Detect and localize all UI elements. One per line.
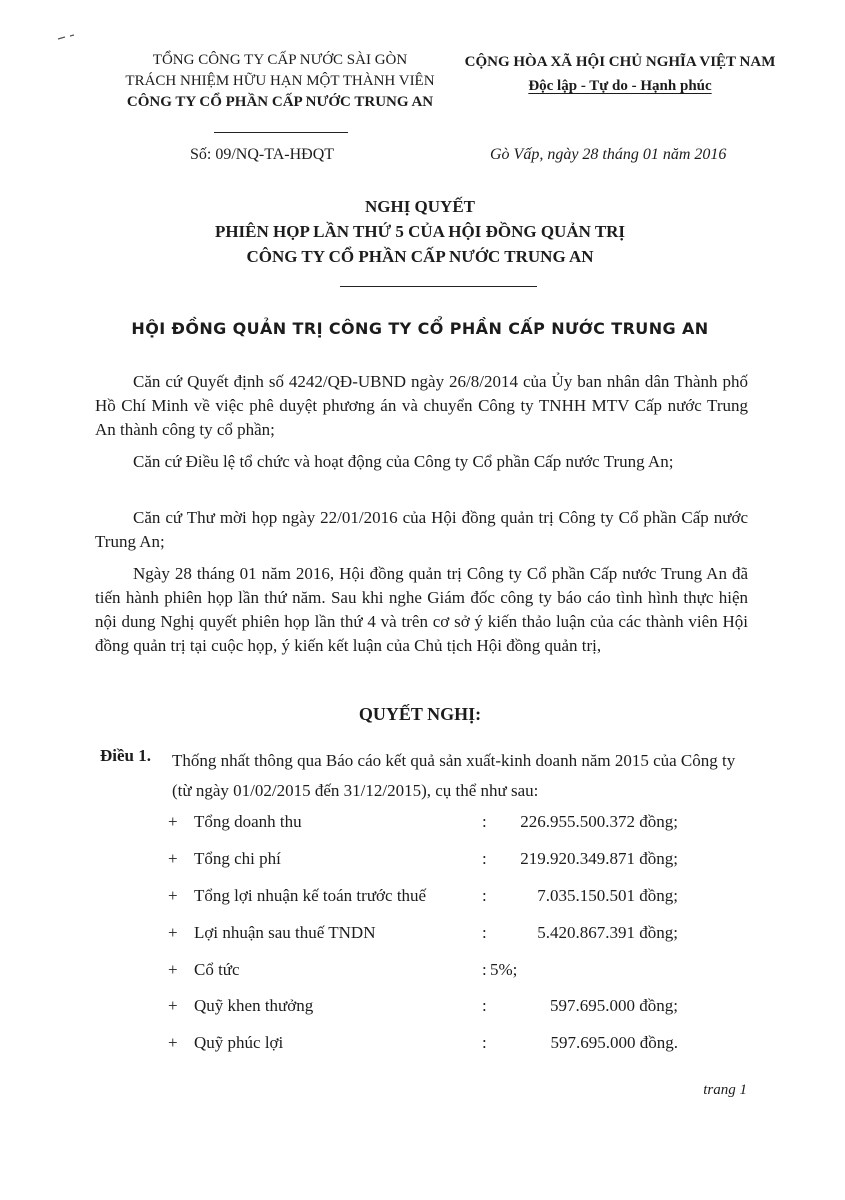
place-and-date: Gò Vấp, ngày 28 tháng 01 năm 2016 (490, 146, 727, 163)
basis-paragraph-1: Căn cứ Quyết định số 4242/QĐ-UBND ngày 26/8/2014 của Ủy ban nhân dân Thành phố Hồ Chí Minh về việc phê duyệt phương án và chuyển Công ty TNHH MTV Cấp nước Trung An thành công ty cổ phần; (95, 372, 748, 439)
item-amount: 5%; (490, 960, 518, 979)
item-colon: : (482, 849, 487, 868)
national-motto-block (450, 50, 790, 98)
item-label: Cổ tức (194, 960, 240, 979)
item-bullet: + (168, 849, 178, 868)
page-number: trang 1 (703, 1082, 747, 1098)
item-colon: : (482, 812, 487, 831)
item-amount: 597.695.000 đồng; (550, 996, 678, 1015)
scan-speck-mark (56, 33, 84, 41)
item-label: Tổng lợi nhuận kế toán trước thuế (194, 886, 427, 905)
item-label: Tổng doanh thu (194, 812, 302, 831)
financial-item-bonus-fund (168, 996, 678, 1022)
item-colon: : (482, 1033, 487, 1052)
company-name: CÔNG TY CỔ PHẦN CẤP NƯỚC TRUNG AN (126, 94, 434, 110)
header-left-divider (214, 132, 348, 133)
title-divider (340, 286, 537, 287)
item-colon: : (482, 960, 487, 979)
item-label: Tổng chi phí (194, 849, 281, 868)
item-label: Lợi nhuận sau thuế TNDN (194, 923, 376, 942)
motto (450, 74, 790, 98)
item-amount: 226.955.500.372 đồng; (520, 812, 678, 831)
title-line-1: NGHỊ QUYẾT (364, 197, 476, 216)
item-bullet: + (168, 1033, 178, 1052)
issuing-organization-block (95, 50, 465, 113)
financial-item-dividend (168, 960, 678, 986)
basis-paragraph-2: Căn cứ Điều lệ tổ chức và hoạt động của Công ty Cổ phần Cấp nước Trung An; (133, 452, 674, 471)
item-amount: 219.920.349.871 đồng; (520, 849, 678, 868)
basis-paragraph-3: Căn cứ Thư mời họp ngày 22/01/2016 của Hội đồng quản trị Công ty Cổ phần Cấp nước Trung An; (95, 508, 748, 551)
financial-item-expenses (168, 849, 678, 875)
corporation-type: TRÁCH NHIỆM HỮU HẠN MỘT THÀNH VIÊN (125, 73, 435, 89)
item-bullet: + (168, 996, 178, 1015)
item-colon: : (482, 996, 487, 1015)
article-1-text: Thống nhất thông qua Báo cáo kết quả sản xuất-kinh doanh năm 2015 của Công ty (từ ngày 01/02/2015 đến 31/12/2015), cụ thể như sau: (172, 751, 736, 800)
item-label: Quỹ khen thưởng (194, 996, 314, 1015)
item-bullet: + (168, 886, 178, 905)
item-colon: : (482, 923, 487, 942)
item-bullet: + (168, 812, 178, 831)
document-number: Số: 09/NQ-TA-HĐQT (190, 146, 335, 163)
title-line-2: PHIÊN HỌP LẦN THỨ 5 CỦA HỘI ĐỒNG QUẢN TRỊ (214, 222, 626, 241)
title-line-3: CÔNG TY CỔ PHẦN CẤP NƯỚC TRUNG AN (246, 247, 594, 266)
item-bullet: + (168, 960, 178, 979)
motto-text: Độc lập - Tự do - Hạnh phúc (528, 78, 712, 94)
financial-item-after-tax-profit (168, 923, 678, 949)
country-name: CỘNG HÒA XÃ HỘI CHỦ NGHĨA VIỆT NAM (464, 54, 776, 70)
parent-corporation-name: TỔNG CÔNG TY CẤP NƯỚC SÀI GÒN (152, 52, 408, 68)
financial-item-welfare-fund (168, 1033, 678, 1059)
item-bullet: + (168, 923, 178, 942)
document-title (100, 194, 740, 269)
decision-heading: QUYẾT NGHỊ: (358, 704, 482, 724)
item-amount: 5.420.867.391 đồng; (537, 923, 678, 942)
financial-item-pretax-profit (168, 886, 678, 912)
item-amount: 597.695.000 đồng. (550, 1033, 678, 1052)
issuing-council: HỘI ĐỒNG QUẢN TRỊ CÔNG TY CỔ PHẦN CẤP NƯỚC TRUNG AN (131, 319, 709, 338)
meeting-paragraph: Ngày 28 tháng 01 năm 2016, Hội đồng quản trị Công ty Cổ phần Cấp nước Trung An đã tiến hành phiên họp lần thứ năm. Sau khi nghe Giám đốc công ty báo cáo tình hình thực hiện nội dung Nghị quyết phiên họp lần thứ 4 và trên cơ sở ý kiến thảo luận của các thành viên Hội đồng quản trị tại cuộc họp, ý kiến kết luận của Chủ tịch Hội đồng quản trị, (95, 564, 748, 655)
financial-item-revenue (168, 812, 678, 838)
item-amount: 7.035.150.501 đồng; (537, 886, 678, 905)
item-colon: : (482, 886, 487, 905)
item-label: Quỹ phúc lợi (194, 1033, 284, 1052)
article-1-label: Điều 1. (100, 746, 151, 765)
